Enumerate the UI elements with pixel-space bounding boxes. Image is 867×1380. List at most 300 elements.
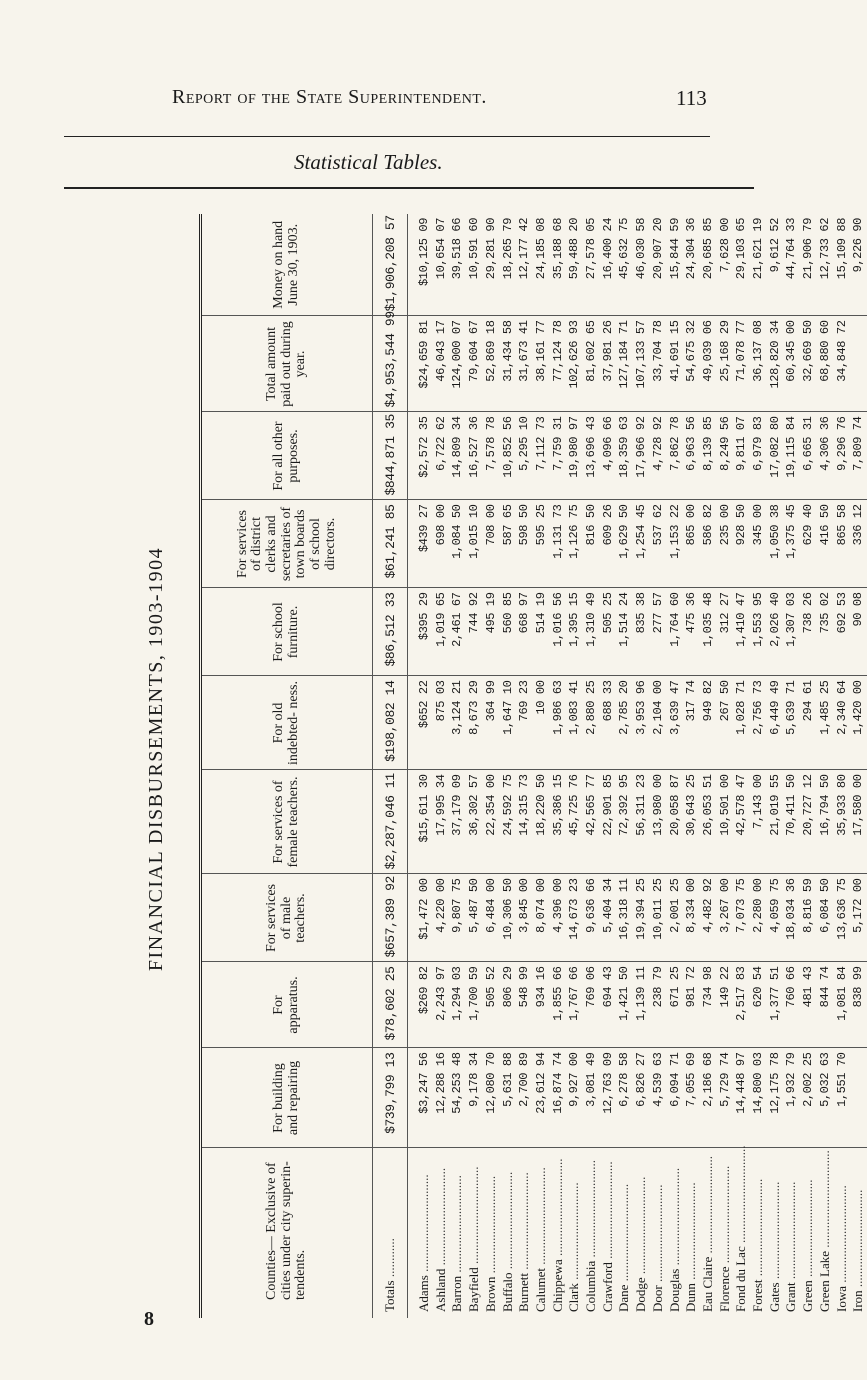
table-cell: 1,553 95 [750, 588, 767, 676]
table-cell: 708 00 [483, 500, 500, 588]
totals-cell: $4,953,544 99 [373, 316, 408, 412]
table-cell: 16,794 50 [817, 770, 834, 874]
totals-cell: $86,512 33 [373, 588, 408, 676]
table-cell: 267 50 [717, 676, 734, 770]
table-cell: 10,654 07 [433, 218, 448, 280]
table-cell: 1,139 11 [633, 962, 650, 1048]
table-cell: 37,981 26 [600, 316, 617, 412]
county-name: Florence .............................. [717, 1148, 734, 1318]
table-cell: 24,592 75 [500, 770, 517, 874]
table-cell: 9,612 52 [767, 218, 782, 273]
table-cell: 3,124 21 [449, 676, 466, 770]
table-cell: 16,400 24 [600, 218, 615, 280]
table-cell: 71,078 77 [733, 316, 750, 412]
table-cell: 3,267 00 [717, 874, 734, 962]
table-cell: 23,612 94 [533, 1048, 550, 1148]
table-cell: 13,696 43 [583, 412, 600, 500]
table-cell: 1,700 59 [466, 962, 483, 1048]
column-header-total: Total amount paid out during year. [201, 316, 373, 412]
county-name: Columbia .............................. [583, 1148, 600, 1318]
table-cell: 7,809 74 [850, 412, 867, 500]
county-name: Dodge .............................. [633, 1148, 650, 1318]
table-cell: 46,043 17 [433, 316, 450, 412]
table-cell: 59,488 20 [567, 218, 582, 280]
table-cell: 79,604 67 [466, 316, 483, 412]
totals-cell: $657,389 92 [373, 874, 408, 962]
table-cell: 16,318 11 [616, 874, 633, 962]
table-cell: 33,704 78 [650, 316, 667, 412]
table-row [733, 110, 750, 1318]
table-cell: 5,631 88 [500, 1048, 517, 1148]
table-header-row [201, 110, 373, 1318]
county-name: Bayfield .............................. [466, 1148, 483, 1318]
table-row [449, 110, 466, 1318]
table-cell: 128,820 34 [767, 316, 784, 412]
table-cell: 36,302 57 [466, 770, 483, 874]
table-cell: 30,643 25 [683, 770, 700, 874]
page-number: 113 [676, 86, 707, 110]
table-cell: 1,551 70 [834, 1048, 851, 1148]
table-cell: 3,953 96 [633, 676, 650, 770]
table-cell: 8,249 56 [717, 412, 734, 500]
table-cell: 8,139 85 [700, 412, 717, 500]
table-cell: 6,826 27 [633, 1048, 650, 1148]
table-cell: 14,673 23 [566, 874, 583, 962]
table-cell: 10,591 60 [467, 218, 482, 280]
table-cell: 1,050 38 [767, 500, 784, 588]
table-cell: 475 36 [683, 588, 700, 676]
row-spacer [408, 110, 417, 1318]
table-cell: 277 57 [650, 588, 667, 676]
table-row [633, 110, 650, 1318]
county-name: Dunn .............................. [683, 1148, 700, 1318]
county-name: Ashland .............................. [433, 1148, 450, 1318]
table-cell: 45,632 75 [617, 218, 632, 280]
table-cell: 72,392 95 [616, 770, 633, 874]
table-cell: 6,484 00 [483, 874, 500, 962]
table-cell: $439 27 [416, 500, 433, 588]
table-cell: 20,058 87 [667, 770, 684, 874]
table-cell: 598 50 [516, 500, 533, 588]
table-cell: 7,112 73 [533, 412, 550, 500]
table-cell: 688 33 [600, 676, 617, 770]
table-cell: 14,448 97 [733, 1048, 750, 1148]
table-cell: 928 50 [733, 500, 750, 588]
table-row [800, 110, 817, 1318]
table-cell [850, 1048, 867, 1148]
totals-cell: $198,082 14 [373, 676, 408, 770]
totals-row [373, 110, 408, 1318]
county-name: Douglas .............................. [667, 1148, 684, 1318]
table-cell: 9,178 34 [466, 1048, 483, 1148]
table-cell: 364 99 [483, 676, 500, 770]
table-cell: 865 00 [683, 500, 700, 588]
county-name: Calumet .............................. [533, 1148, 550, 1318]
table-cell: 27,578 05 [584, 218, 599, 280]
table-cell: 18,220 50 [533, 770, 550, 874]
table-cell: 31,434 58 [500, 316, 517, 412]
column-header-building: For building and repairing [201, 1048, 373, 1148]
table-cell: 934 16 [533, 962, 550, 1048]
running-head: Report of the State Superintendent. [172, 86, 487, 108]
table-cell: 294 61 [800, 676, 817, 770]
county-name: Iowa .............................. [834, 1148, 851, 1318]
table-cell: 25,168 29 [717, 316, 734, 412]
county-name: Door .............................. [650, 1148, 667, 1318]
table-cell: 671 25 [667, 962, 684, 1048]
county-name: Barron .............................. [449, 1148, 466, 1318]
table-cell: 2,026 40 [767, 588, 784, 676]
table-cell: 20,685 85 [700, 218, 715, 280]
table-cell: 2,001 25 [667, 874, 684, 962]
table-row [667, 110, 684, 1318]
table-cell: 2,880 25 [583, 676, 600, 770]
table-cell: 22,901 85 [600, 770, 617, 874]
table-cell: 5,404 34 [600, 874, 617, 962]
table-cell: 81,602 65 [583, 316, 600, 412]
table-row [500, 110, 517, 1318]
table-cell: 124,000 07 [449, 316, 466, 412]
totals-cell: $844,871 35 [373, 412, 408, 500]
table-cell: 19,115 84 [783, 412, 800, 500]
table-row [717, 110, 734, 1318]
table-cell: 481 43 [800, 962, 817, 1048]
table-row [550, 110, 567, 1318]
table-row [683, 110, 700, 1318]
table-cell: 21,019 55 [767, 770, 784, 874]
county-name: Crawford .............................. [600, 1148, 617, 1318]
table-cell: $15,611 30 [416, 770, 433, 874]
section-subtitle: Statistical Tables. [294, 150, 443, 174]
table-cell: 835 38 [633, 588, 650, 676]
table-row [700, 110, 717, 1318]
county-name: Adams .............................. [416, 1148, 433, 1318]
table-cell: 4,059 75 [767, 874, 784, 962]
table-cell: 1,019 65 [433, 588, 450, 676]
table-cell: 35,188 68 [550, 218, 565, 280]
totals-label: Totals ............ [373, 1148, 408, 1318]
column-header-money-on-hand: Money on hand June 30, 1903. [201, 214, 373, 316]
totals-cell: $2,287,046 11 [373, 770, 408, 874]
table-cell: 1,035 48 [700, 588, 717, 676]
table-cell: 949 82 [700, 676, 717, 770]
table-cell: $10,125 09 [417, 218, 431, 287]
table-cell: 31,673 41 [516, 316, 533, 412]
table-cell: 19,394 25 [633, 874, 650, 962]
table-cell: 769 23 [516, 676, 533, 770]
table-cell: 4,306 36 [817, 412, 834, 500]
table-cell: 12,763 09 [600, 1048, 617, 1148]
table-cell: 32,669 50 [800, 316, 817, 412]
table-cell: 735 02 [817, 588, 834, 676]
table-cell: 29,103 65 [734, 218, 749, 280]
table-cell: 10,852 56 [500, 412, 517, 500]
totals-cell: $61,241 85 [373, 500, 408, 588]
table-row [767, 110, 784, 1318]
table-cell: $1,472 00 [416, 874, 433, 962]
table-cell: 1,081 84 [834, 962, 851, 1048]
table-cell: 1,514 24 [616, 588, 633, 676]
table-row [750, 110, 767, 1318]
table-cell: 8,074 00 [533, 874, 550, 962]
table-row [616, 110, 633, 1318]
table-cell: 2,517 83 [733, 962, 750, 1048]
table-cell: 24,185 08 [533, 218, 548, 280]
table-cell: 9,226 90 [851, 218, 866, 273]
table-cell: 1,153 22 [667, 500, 684, 588]
table-cell: 5,639 71 [783, 676, 800, 770]
table-cell: 1,485 25 [817, 676, 834, 770]
table-row [483, 110, 500, 1318]
table-cell: 1,254 45 [633, 500, 650, 588]
table-cell: 49,039 06 [700, 316, 717, 412]
table-cell: 102,626 93 [566, 316, 583, 412]
table-row [834, 110, 851, 1318]
table-cell: 15,109 88 [834, 218, 849, 280]
table-cell: 3,639 47 [667, 676, 684, 770]
table-cell: 68,880 60 [817, 316, 834, 412]
column-header-old-indebtedness: For old indebted- ness. [201, 676, 373, 770]
table-cell: 981 72 [683, 962, 700, 1048]
table-cell: 10 00 [533, 676, 550, 770]
table-row [466, 110, 483, 1318]
table-cell: 26,053 51 [700, 770, 717, 874]
table-cell: 38,161 77 [533, 316, 550, 412]
table-cell: 6,963 56 [683, 412, 700, 500]
county-name: Dane .............................. [616, 1148, 633, 1318]
totals-cell: $1,906,208 57 [373, 214, 408, 316]
table-cell: 17,580 00 [850, 770, 867, 874]
table-cell: 18,034 36 [783, 874, 800, 962]
table-cell: 41,691 15 [667, 316, 684, 412]
table-cell: 17,082 80 [767, 412, 784, 500]
table-cell: 12,733 62 [817, 218, 832, 280]
table-cell: 8,334 00 [683, 874, 700, 962]
county-name: Green Lake .............................. [817, 1148, 834, 1318]
table-cell: 1,131 73 [550, 500, 567, 588]
column-header-clerks: For services of district clerks and secretaries of town boards of school directors. [201, 500, 373, 588]
table-cell: 107,133 57 [633, 316, 650, 412]
table-cell: 13,636 75 [834, 874, 851, 962]
table-cell: 1,764 60 [667, 588, 684, 676]
table-cell: 548 99 [516, 962, 533, 1048]
table-cell: 60,345 00 [783, 316, 800, 412]
table-cell: 4,482 92 [700, 874, 717, 962]
table-cell: 12,288 16 [433, 1048, 450, 1148]
table-cell: 39,518 66 [450, 218, 465, 280]
table-cell: 6,722 62 [433, 412, 450, 500]
table-cell: 16,527 36 [466, 412, 483, 500]
table-cell: 9,296 76 [834, 412, 851, 500]
table-cell: 312 27 [717, 588, 734, 676]
table-cell: 694 43 [600, 962, 617, 1048]
table-row [600, 110, 617, 1318]
table-cell: 9,807 75 [449, 874, 466, 962]
table-cell: 769 06 [583, 962, 600, 1048]
table-cell: 1,375 45 [783, 500, 800, 588]
table-cell: 806 29 [500, 962, 517, 1048]
table-cell: 17,966 92 [633, 412, 650, 500]
table-cell: 15,844 59 [667, 218, 682, 280]
table-cell: 7,143 00 [750, 770, 767, 874]
table-cell: 416 50 [817, 500, 834, 588]
table-cell: 35,933 80 [834, 770, 851, 874]
table-cell: 595 25 [533, 500, 550, 588]
table-cell: 5,487 50 [466, 874, 483, 962]
table-cell: 19,980 97 [566, 412, 583, 500]
side-page-number: 8 [144, 1308, 154, 1330]
table-cell: 42,565 77 [583, 770, 600, 874]
table-cell: 629 40 [800, 500, 817, 588]
table-cell: 12,080 70 [483, 1048, 500, 1148]
table-cell: 865 58 [834, 500, 851, 588]
table-cell: 42,578 47 [733, 770, 750, 874]
table-cell: 2,243 97 [433, 962, 450, 1048]
table-cell: 6,084 50 [817, 874, 834, 962]
table-cell: 14,315 73 [516, 770, 533, 874]
county-name: Gates .............................. [767, 1148, 784, 1318]
table-cell: 77,124 78 [550, 316, 567, 412]
table-cell: 6,449 49 [767, 676, 784, 770]
county-name: Green .............................. [800, 1148, 817, 1318]
table-cell: 336 12 [850, 500, 867, 588]
table-cell: 744 92 [466, 588, 483, 676]
table-row [433, 110, 450, 1318]
table-cell: 514 19 [533, 588, 550, 676]
table-cell: 4,220 00 [433, 874, 450, 962]
table-cell: 1,932 79 [783, 1048, 800, 1148]
table-cell: 90 08 [850, 588, 867, 676]
table-cell: 45,725 76 [566, 770, 583, 874]
table-cell: 56,311 23 [633, 770, 650, 874]
table-cell: 4,396 00 [550, 874, 567, 962]
table-cell: 505 52 [483, 962, 500, 1048]
table-cell: 46,030 58 [634, 218, 649, 280]
column-header-female-teachers: For services of female teachers. [201, 770, 373, 874]
table-cell: 2,340 64 [834, 676, 851, 770]
table-cell: 21,621 19 [751, 218, 766, 280]
table-cell: 8,816 59 [800, 874, 817, 962]
table-cell: 1,016 56 [550, 588, 567, 676]
table-cell: $3,247 56 [416, 1048, 433, 1148]
rotated-table-block [113, 200, 866, 1318]
table-cell: 4,728 92 [650, 412, 667, 500]
table-cell: 7,862 78 [667, 412, 684, 500]
table-cell: 17,995 34 [433, 770, 450, 874]
disbursements-table [199, 110, 867, 1318]
table-cell: $269 82 [416, 962, 433, 1048]
table-cell: 13,980 00 [650, 770, 667, 874]
table-row [566, 110, 583, 1318]
table-cell: 16,874 74 [550, 1048, 567, 1148]
county-name: Chippewa .............................. [550, 1148, 567, 1318]
table-cell: 10,306 50 [500, 874, 517, 962]
table-cell: 2,002 25 [800, 1048, 817, 1148]
table-cell: 1,420 00 [850, 676, 867, 770]
table-cell: 7,759 31 [550, 412, 567, 500]
table-cell: 20,907 20 [650, 218, 665, 280]
table-cell: 10,501 00 [717, 770, 734, 874]
table-cell: 1,986 63 [550, 676, 567, 770]
table-cell: 18,265 79 [500, 218, 515, 280]
table-cell: 620 54 [750, 962, 767, 1048]
table-body [373, 110, 867, 1318]
table-cell: 537 62 [650, 500, 667, 588]
county-name: Burnett .............................. [516, 1148, 533, 1318]
table-row [583, 110, 600, 1318]
table-cell: 5,032 63 [817, 1048, 834, 1148]
table-cell: 1,395 15 [566, 588, 583, 676]
table-cell: 127,184 71 [616, 316, 633, 412]
county-name: Iron .............................. [850, 1148, 867, 1318]
table-cell: 6,094 71 [667, 1048, 684, 1148]
table-cell: 6,979 83 [750, 412, 767, 500]
table-cell: 149 22 [717, 962, 734, 1048]
table-row [516, 110, 533, 1318]
table-cell: 609 26 [600, 500, 617, 588]
table-cell: 2,280 00 [750, 874, 767, 962]
county-name: Forest .............................. [750, 1148, 767, 1318]
table-title: FINANCIAL DISBURSEMENTS, 1903-1904 [145, 546, 167, 972]
table-cell: 14,800 03 [750, 1048, 767, 1148]
table-cell: 505 25 [600, 588, 617, 676]
table-cell: 1,647 10 [500, 676, 517, 770]
county-name: Fond du Lac .............................. [733, 1148, 750, 1318]
table-cell: 5,729 74 [717, 1048, 734, 1148]
table-cell: 586 82 [700, 500, 717, 588]
table-cell: 9,636 66 [583, 874, 600, 962]
table-cell: 6,665 31 [800, 412, 817, 500]
column-header-counties: Counties— Exclusive of cities under city superin- tendents. [201, 1148, 373, 1318]
table-cell: 4,096 66 [600, 412, 617, 500]
table-cell: 18,359 63 [616, 412, 633, 500]
column-header-other: For all other purposes. [201, 412, 373, 500]
table-cell: 1,307 03 [783, 588, 800, 676]
table-row [650, 110, 667, 1318]
table-cell: 587 65 [500, 500, 517, 588]
table-cell: 2,461 67 [449, 588, 466, 676]
table-cell: 24,304 36 [684, 218, 699, 280]
table-cell: $2,572 35 [416, 412, 433, 500]
table-cell: 54,253 48 [449, 1048, 466, 1148]
county-name: Eau Claire .............................. [700, 1148, 717, 1318]
column-header-furniture: For school furniture. [201, 588, 373, 676]
table-row [416, 110, 433, 1318]
table-cell: 734 98 [700, 962, 717, 1048]
table-cell: 1,126 75 [566, 500, 583, 588]
table-cell: 20,727 12 [800, 770, 817, 874]
table-row [817, 110, 834, 1318]
table-cell: 495 19 [483, 588, 500, 676]
county-name: Clark .............................. [566, 1148, 583, 1318]
table-cell: 1,410 47 [733, 588, 750, 676]
table-cell [850, 316, 867, 412]
table-cell: 5,172 00 [850, 874, 867, 962]
table-cell: 9,927 00 [566, 1048, 583, 1148]
table-cell: 235 00 [717, 500, 734, 588]
table-cell: 1,421 50 [616, 962, 633, 1048]
table-cell: 9,811 07 [733, 412, 750, 500]
table-cell: 6,278 58 [616, 1048, 633, 1148]
county-name: Buffalo .............................. [500, 1148, 517, 1318]
table-row [850, 110, 867, 1318]
table-cell: 44,764 33 [784, 218, 799, 280]
table-row [533, 110, 550, 1318]
table-cell: 7,073 75 [733, 874, 750, 962]
table-cell: 2,756 73 [750, 676, 767, 770]
table-cell: 2,700 89 [516, 1048, 533, 1148]
table-cell: 3,081 49 [583, 1048, 600, 1148]
